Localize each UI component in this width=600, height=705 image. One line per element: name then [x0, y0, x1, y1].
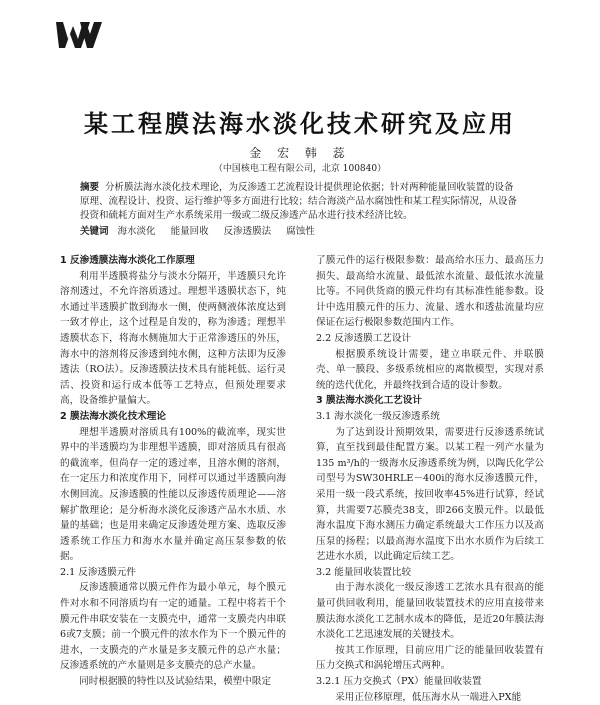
- abstract-block: [80, 181, 520, 223]
- paper-title: 某工程膜法海水淡化技术研究及应用: [84, 110, 516, 138]
- abstract: [80, 181, 520, 239]
- author: 金 宏 韩 蕊: [249, 146, 351, 160]
- keyword: 能量回收: [170, 226, 209, 237]
- paragraph: 由于海水淡化一级反渗透工艺浓水具有很高的能量可供回收利用，能量回收装置技术的应用直接带来膜法海水淡化工艺制水成本的降低，是近20年膜法海水淡化工艺迅速发展的关键技术。: [316, 582, 544, 641]
- section-heading: 2 膜法海水淡化技术理论: [60, 410, 166, 422]
- keyword: 腐蚀性: [286, 226, 315, 237]
- keywords-label: 关键词: [80, 226, 109, 237]
- keywords: [80, 225, 520, 239]
- paragraph: 反渗透膜通常以膜元件作为最小单元，每个膜元件对水和不同溶质均有一定的通量。工程中将若干个膜元件串联安装在一支膜壳中，通常一支膜壳内串联6或7支膜；前一个膜元件的浓水作为下一个膜元件的进水，一支膜壳的产水量是多支膜元件的总产水量；反渗透系统的产水量则是多支膜壳的总产水量。: [60, 582, 286, 672]
- paragraph: 按其工作原理，目前应用广泛的能量回收装置有压力交换式和涡轮增压式两种。: [316, 644, 544, 672]
- section-heading: 1 反渗透膜法海水淡化工作原理: [60, 255, 195, 266]
- right-column: [316, 253, 544, 705]
- subsection-heading: 2.2 反渗透膜工艺设计: [316, 332, 412, 344]
- paragraph: 为了达到设计预期效果，需要进行反渗透系统试算，直至找到最佳配置方案。以某工程一列产水量为135 m³/h的一级海水反渗透系统为例，以陶氏化学公司型号为SW30HRLE－400i的海水反渗透膜元件，采用一级一段式系统，按回收率45%进行试算，经试算，共需要7芯膜壳38支，即266支膜元件。以最低海水温度下海水测压力确定系统最大工作压力以及高压泵的扬程；以最高海水温度下出水水质作为后续工艺进水水质，以此确定后续工艺。: [316, 426, 544, 563]
- left-column: [60, 253, 286, 690]
- subsection-heading: 3.2.1 压力交换式（PX）能量回收装置: [316, 676, 482, 688]
- subsection-heading: 3.1 海水淡化一级反渗透系统: [316, 410, 440, 422]
- subsection-heading: 2.1 反渗透膜元件: [60, 566, 136, 578]
- keyword: 反渗透膜法: [223, 226, 272, 237]
- section-heading: 3 膜法海水淡化工艺设计: [316, 395, 422, 407]
- keyword: 海水淡化: [117, 226, 156, 237]
- paragraph: 利用半透膜将盐分与淡水分隔开，半透膜只允许溶剂透过，不允许溶质透过。理想半透膜状态下，纯水通过半透膜扩散到海水一侧，使两侧液体浓度达到一致才停止，这个过程是自发的，称为渗透；理想半透膜状态下，将海水侧施加大于正常渗透压的外压，海水中的溶剂将反渗透到纯水侧，这种方法即为反渗透法（RO法）。反渗透膜法技术具有能耗低、运行灵活、投资和运行成本低等工艺特点，但预处理要求高，设备维护量偏大。: [60, 270, 286, 407]
- paragraph: 了膜元件的运行极限参数：最高给水压力、最高压力损失、最高给水流量、最低浓水流量、最低浓水流量比等。不同供货商的膜元件均有其标准性能参数。设计中选用膜元件的压力、流量、透水和透盐流量均应保证在运行极限参数范围内工作。: [316, 255, 544, 329]
- ww-logo-icon: [56, 22, 102, 48]
- paragraph: 采用正位移原理，低压海水从一端进入PX能: [335, 691, 522, 703]
- abstract-label: 摘要: [80, 182, 100, 193]
- paragraph: 理想半透膜对溶质具有100%的截流率，现实世界中的半透膜均为非理想半透膜，即对溶质具有很高的截流率，但尚存一定的透过率，且溶水侧的溶剂，在一定压力和浓度作用下，同样可以通过半透膜向海水侧回流。反渗透膜的性能以反渗透传质理论——溶解扩散理论；是分析海水淡化反渗透产品水水质、水量的基础；也是用来确定反渗透处理方案、选取反渗透系统工作压力和海水水量并确定高压泵参数的依据。: [60, 426, 286, 563]
- subsection-heading: 3.2 能量回收装置比较: [316, 566, 412, 578]
- abstract-text: 分析膜法海水淡化技术理论，为反渗透工艺流程设计提供理论依据；针对两种能量回收装置的设备原理、流程设计、投资、运行维护等多方面进行比较；结合海淡产品水腐蚀性和某工程实际情况，从设备投资和硫耗方面对生产水系统采用一级或二级反渗透产品水进行技术经济比较。: [80, 182, 518, 221]
- paragraph: 根据膜系统设计需要，建立串联元件、并联膜壳、单一膜段、多级系统相应的离散模型，实现对系统的迭代优化，并最终找到合适的设计参数。: [316, 348, 544, 391]
- affiliation: （中国核电工程有限公司，北京 100840）: [213, 164, 387, 174]
- paragraph: 同时根据膜的特性以及试验结果，模塑中限定: [79, 676, 272, 688]
